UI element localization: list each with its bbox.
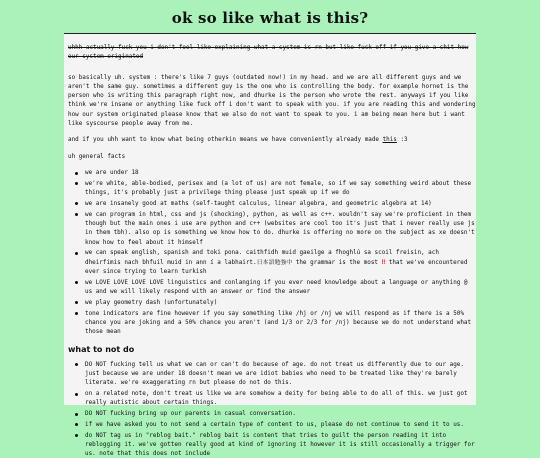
list-item: tone indicators are fine however if you say something like /hj or /nj we will respond as if there is a 50% chance you are joking and a 50% chance you aren't (and 1/3 or 2/3 for /nj) because we do not understand what those mean [85,309,476,337]
list-item: do NOT tag us in "reblog bait." reblog bait is content that tries to guilt the person reading it into reblogging it. we've gotten really good at kind of ignoring it however it is still occasionally a trigger for us. note that this does not include [85,431,475,458]
content-panel [64,33,476,458]
list-item: DO NOT fucking tell us what we can or can't do because of age. do not treat us differently due to our age. just because we are under 18 doesn't mean we are idiot babies who need to be treated like they're barely literate. we're exaggerating rn but please do not do this. [85,360,476,388]
list-item: we play geometry dash (unfortunately) [85,298,476,307]
list-item: we are insanely good at maths (self-taught calculus, linear algebra, and geometric algebra at 14) [85,199,476,208]
list-item: we LOVE LOVE LOVE LOVE linguistics and conlanging if you ever need knowledge about a language or anything @ us and we will likely respond with an answer or find the answer [85,278,476,297]
list-item: DO NOT fucking bring up our parents in casual conversation. [85,409,476,418]
list-item: on a related note, don't treat us like we are somehow a deity for being able to do all of this. we just got really autistic about certain things. [85,389,476,408]
list-item: we are under 18 [85,168,476,177]
list-item: if we have asked you to not send a certain type of content to us, please do not continue to send it to us. [85,420,476,429]
otherkin-suffix: :3 [396,136,408,144]
list-item [85,248,476,276]
otherkin-text: and if you uhh want to know what being otherkin means we have conveniently already made [68,136,379,144]
list-item: we're white, able-bodied, perisex and (a lot of us) are not female, so if we say something weird about these things, it's probably just a privilege thing please just speak up if we do [85,179,476,198]
strikethrough-note: uhhh actually fuck you i don't feel like explaining what a system is rn but like fuck off if you give a shit how our system originated [68,44,469,61]
double-exclamation-icon: ‼ [381,258,386,266]
list-item: we can program in html, css and js (shocking), python, as well as c++. wouldn't say we're proficient in them though but the main ones i use are python and c++ (websites are cool too it's just that i never really use js in them tbh). also op is something we know how to do. dhurke is offering no more on the subject as xe doesn't know how to feel about it himself [85,210,475,246]
what-not-list [68,360,476,458]
language-fact-text: we can speak english, spanish and toki pona. caithfidh muid gaeilge a fhoghlú sa scoil freisin, ach dheirfimis nach bhfuil muid in ann í a labhairt.日本語勉強中 the grammar is the most [85,249,439,266]
otherkin-link[interactable]: this [382,136,397,144]
otherkin-paragraph [68,135,476,144]
what-not-heading: what to not do [68,344,135,354]
page-title: ok so like what is this? [171,9,369,27]
intro-paragraph: so basically uh. system : there's like 7 guys (outdated now!) in my head. and we are all different guys and we aren't the same guy. sometimes a different guy is the one who is controlling the body. for example hornet is the person who is writing this paragraph right now, and dhurke is the person who wrote the rest. anyways if you like think we're insane or anything like fuck off i don't want to speak with you. if you are reading this and wondering how our system originated please know that we also do not want to speak to you. i am being mean here but i want like syscourse people away from me. [68,73,476,128]
general-facts-heading: uh general facts [68,152,126,160]
general-facts-list [68,168,476,337]
language-fact-tail: that we've encountered ever since trying to learn turkish [85,258,468,275]
